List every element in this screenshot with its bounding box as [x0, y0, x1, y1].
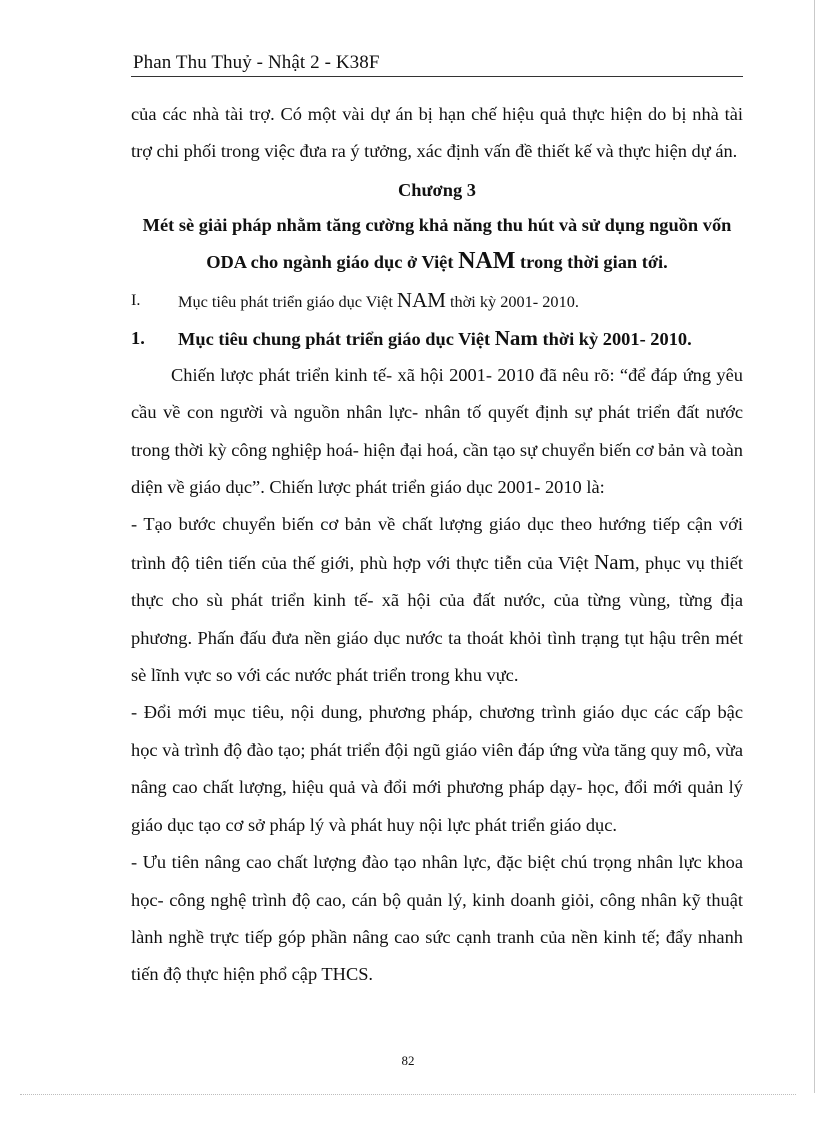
section-1-text-2: thời kỳ 2001- 2010.: [542, 328, 692, 349]
paragraph-priority: - Ưu tiên nâng cao chất lượng đào tạo nhân lực, đặc biệt chú trọng nhân lực khoa học- công nghệ trình độ cao, cán bộ quản lý, kinh doanh giỏi, công nhân kỹ thuật lành nghề trực tiếp góp phần nâng cao sức cạnh tranh của nền kinh tế; đẩy nhanh tiến độ thực hiện phổ cập THCS.: [131, 852, 743, 985]
section-I-text-2: thời kỳ 2001- 2010.: [450, 291, 579, 311]
page-bottom-divider: [20, 1094, 796, 1095]
paragraph-strategy: Chiến lược phát triển kinh tế- xã hội 2001- 2010 đã nêu rõ: “để đáp ứng yêu cầu về con người và nguồn nhân lực- nhân tố quyết định sự phát triển đất nước trong thời kỳ công nghiệp hoá- hiện đại hoá, cần tạo sự chuyển biến cơ bản và toàn diện về giáo dục”. Chiến lược phát triển giáo dục 2001- 2010 là:: [131, 364, 743, 498]
paragraph-quality: [131, 506, 743, 694]
section-I-number: I.: [131, 289, 141, 309]
header-rule: [131, 76, 743, 77]
paragraph-quality-nam: Nam: [594, 549, 635, 574]
page-number: 82: [401, 1053, 415, 1068]
running-header: Phan Thu Thuỷ - Nhật 2 - K38F: [133, 52, 380, 73]
section-1-title: [178, 320, 692, 357]
chapter-title-text-2: trong thời gian tới.: [520, 251, 668, 272]
section-heading-I: [131, 282, 743, 320]
section-I-text-1: Mục tiêu phát triển giáo dục Việt: [178, 291, 393, 311]
section-I-nam: NAM: [396, 287, 446, 312]
section-1-nam: Nam: [494, 325, 538, 350]
section-1-text-1: Mục tiêu chung phát triển giáo dục Việt: [178, 328, 491, 349]
document-body: [131, 96, 743, 994]
chapter-title: [131, 207, 743, 280]
section-heading-1: [131, 320, 743, 357]
paragraph-innovation: - Đổi mới mục tiêu, nội dung, phương pháp, chương trình giáo dục các cấp bậc học và trình độ đào tạo; phát triển đội ngũ giáo viên đáp ứng vừa tăng quy mô, vừa nâng cao chất lượng, hiệu quả và đổi mới phương pháp dạy- học, đổi mới quản lý giáo dục tạo cơ sở pháp lý và phát huy nội lực phát triển giáo dục.: [131, 702, 743, 835]
paragraph-quality-text-1: - Tạo bước chuyển biến cơ bản về chất lượng giáo dục theo hướng tiếp cận với trình độ tiên tiến của thế giới, phù hợp với thực tiễn của Việt: [131, 514, 743, 573]
chapter-title-text-1: Mét sè giải pháp nhằm tăng cường khả năng thu hút và sử dụng nguồn vốn ODA cho ngành giáo dục ở Việt: [142, 214, 732, 272]
chapter-label: Chương 3: [398, 179, 476, 200]
section-1-number: 1.: [131, 327, 145, 348]
chapter-title-nam: NAM: [458, 247, 516, 274]
paragraph-quality-text-2: , phục vụ thiết thực cho sù phát triển kinh tế- xã hội của đất nước, của từng vùng, từng địa phương. Phấn đấu đưa nền giáo dục nước ta thoát khỏi tình trạng tụt hậu trên mét sè lĩnh vực so với các nước phát triển trong khu vực.: [131, 552, 743, 686]
continuation-paragraph: của các nhà tài trợ. Có một vài dự án bị hạn chế hiệu quả thực hiện do bị nhà tài trợ chi phối trong việc đưa ra ý tưởng, xác định vấn đề thiết kế và thực hiện dự án.: [131, 104, 743, 162]
section-I-title: [178, 282, 579, 320]
